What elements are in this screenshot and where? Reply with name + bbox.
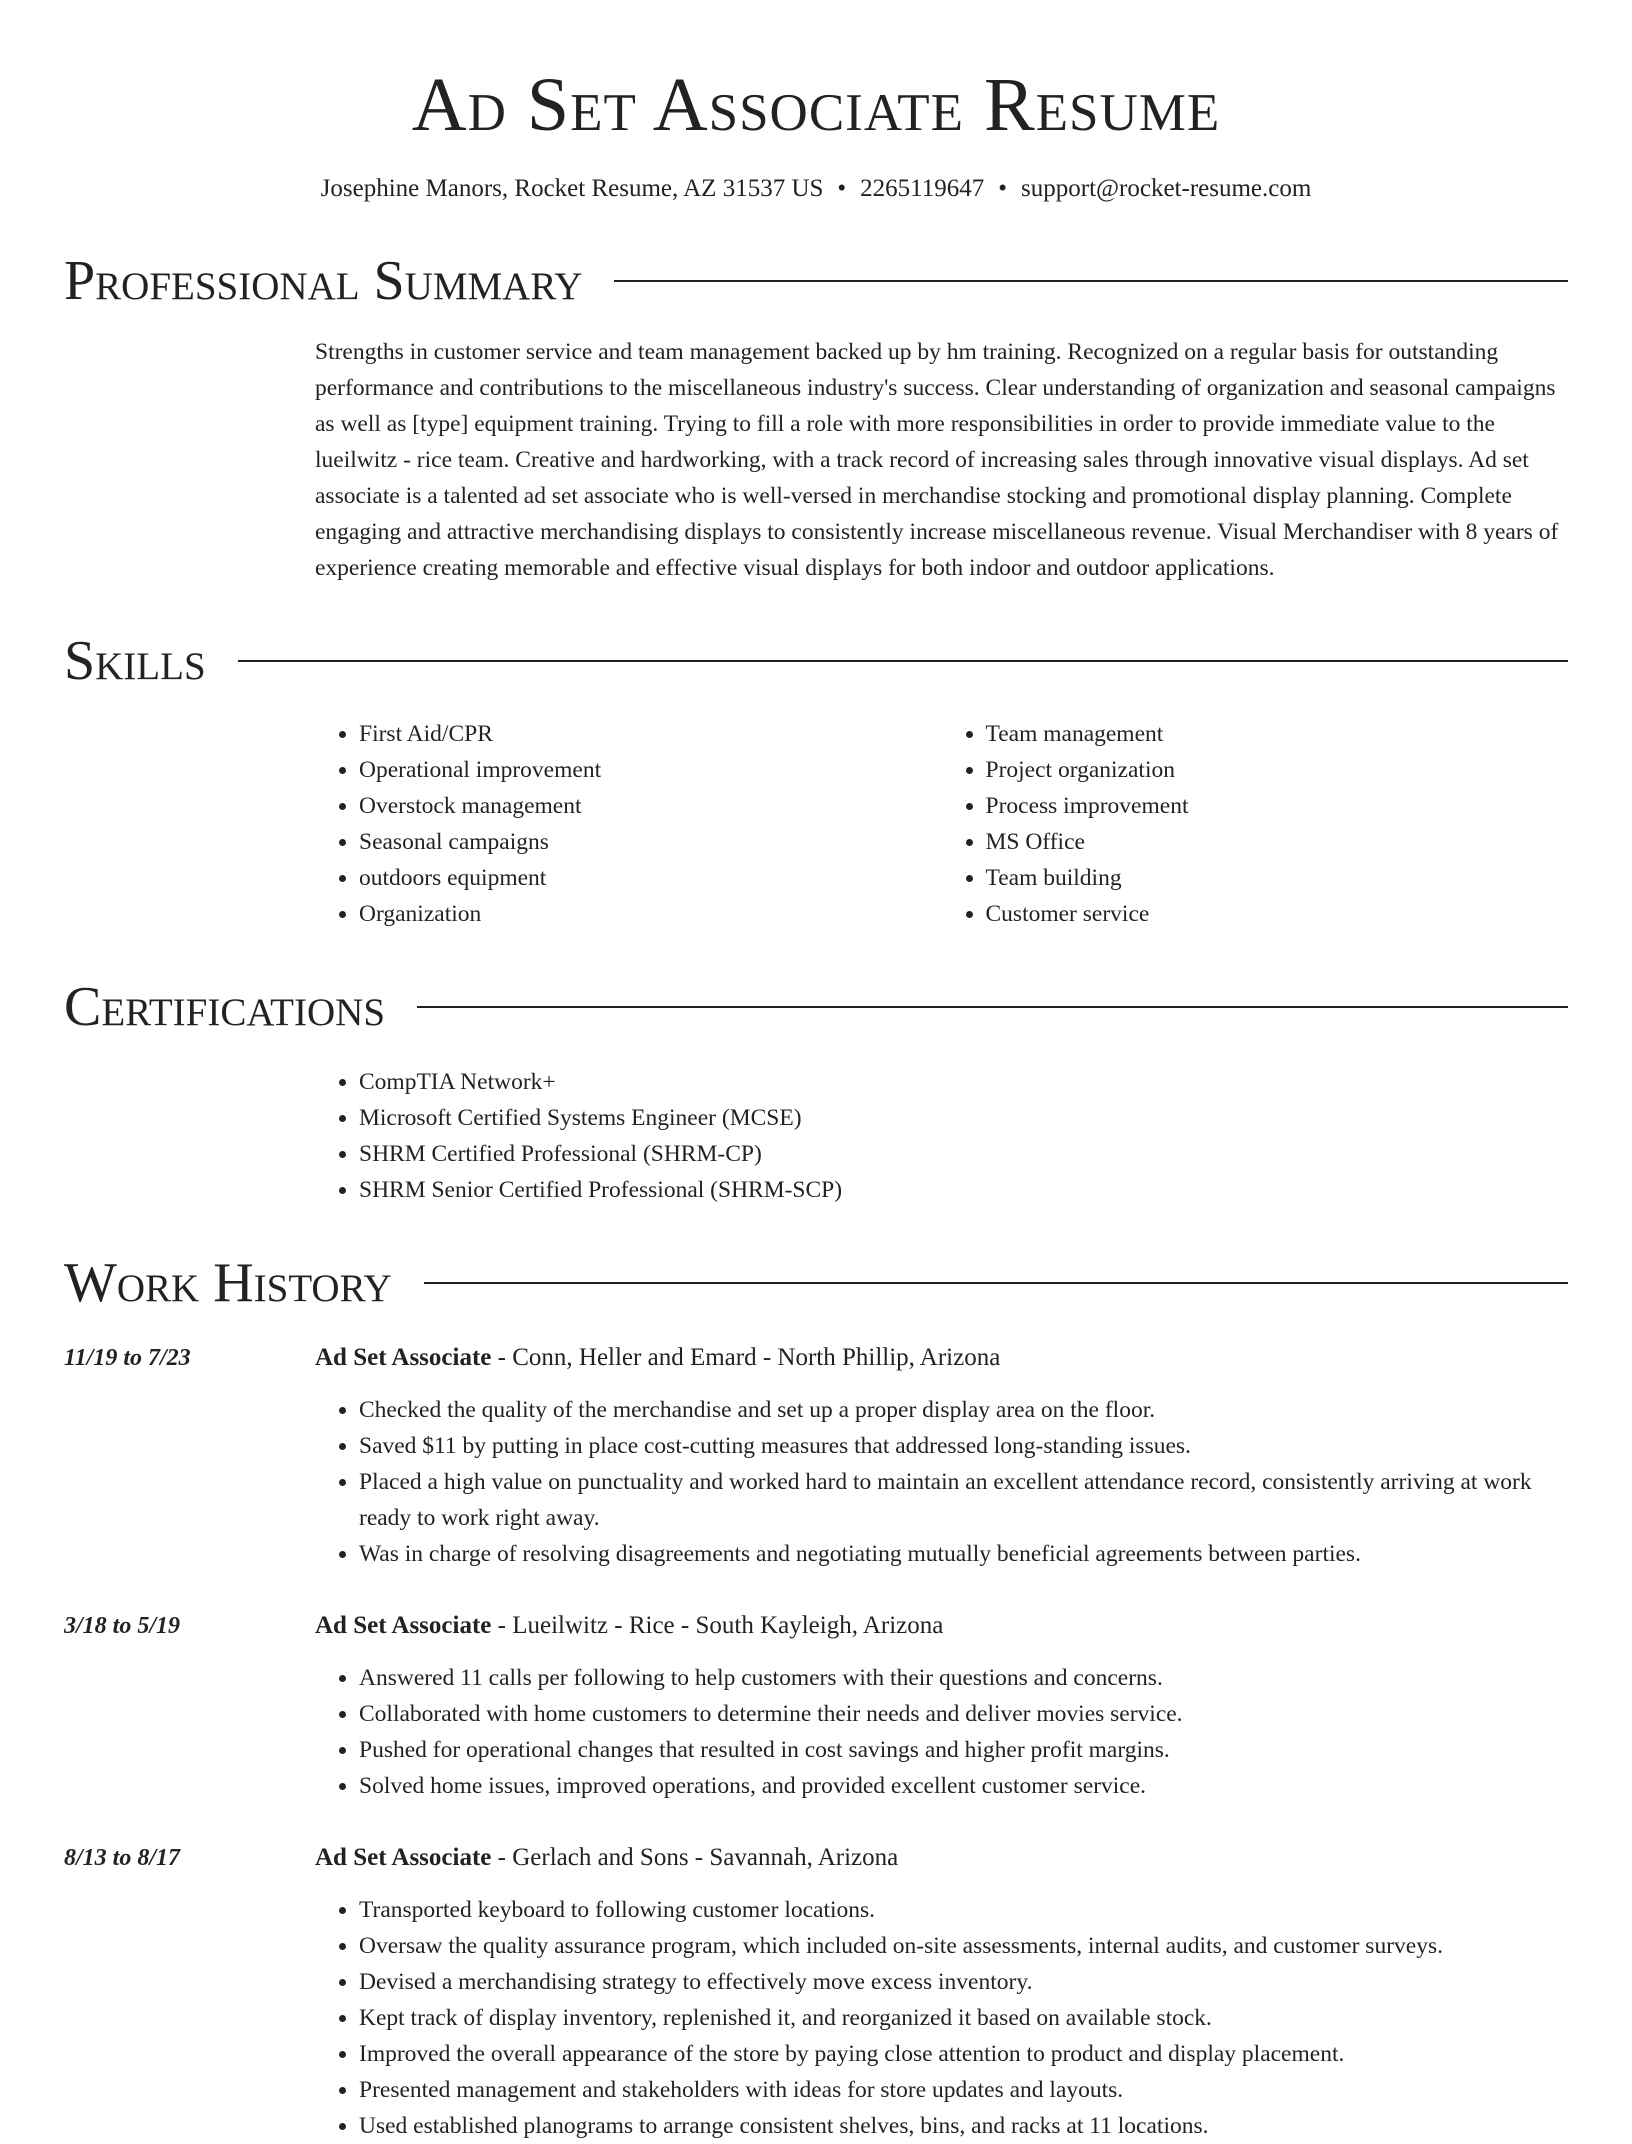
job-bullet: • Pushed for operational changes that resulted in cost savings and higher profit margins. [359, 1732, 1568, 1768]
job-bullet: • Transported keyboard to following customer locations. [359, 1892, 1568, 1928]
certifications-list [315, 1064, 1568, 1208]
skill-item: • Customer service [986, 896, 1569, 932]
job-bullet: • Devised a merchandising strategy to effectively move excess inventory. [359, 1964, 1568, 2000]
skill-item: • Seasonal campaigns [359, 824, 942, 860]
resume-page [64, 0, 1568, 2144]
job-bullets [315, 1892, 1568, 2144]
job-title: Ad Set Associate [315, 1612, 492, 1639]
resume-title: Ad Set Associate Resume [411, 63, 1221, 147]
contact-separator: • [837, 175, 847, 202]
job-bullet: • Solved home issues, improved operations, and provided excellent customer service. [359, 1768, 1568, 1804]
job-title-line [315, 1840, 1568, 1876]
certifications-heading: Certifications [64, 976, 386, 1038]
summary-section-header [64, 250, 1568, 312]
work-section-header [64, 1252, 1568, 1314]
certification-item: • SHRM Certified Professional (SHRM-CP) [359, 1136, 1568, 1172]
job-bullets [315, 1392, 1568, 1572]
skill-item: • Team building [986, 860, 1569, 896]
skills-column-left [315, 716, 942, 932]
job-bullet: • Answered 11 calls per following to help customers with their questions and concerns. [359, 1660, 1568, 1696]
skill-item: • MS Office [986, 824, 1569, 860]
summary-text: Strengths in customer service and team management backed up by hm training. Recognized on a regular basis for outstanding performance and contributions to the miscellaneous industry's success. Clear understanding of organization and seasonal campaigns as well as [type] equipment training. Trying to fill a role with more responsibilities in order to provide immediate value to the lueilwitz - rice team. Creative and hardworking, with a track record of increasing sales through innovative visual displays. Ad set associate is a talented ad set associate who is well-versed in merchandise stocking and promotional display planning. Complete engaging and attractive merchandising displays to consistently increase miscellaneous revenue. Visual Merchandiser with 8 years of experience creating memorable and effective visual displays for both indoor and outdoor applications. [315, 339, 1559, 581]
skill-item: • Operational improvement [359, 752, 942, 788]
job-company: - Conn, Heller and Emard - North Phillip, Arizona [491, 1344, 1001, 1371]
job-bullet: • Was in charge of resolving disagreements and negotiating mutually beneficial agreements between parties. [359, 1536, 1568, 1572]
section-divider [417, 1006, 1568, 1008]
job-entry [64, 1608, 1568, 1804]
skills-heading: Skills [64, 630, 206, 692]
job-bullets [315, 1660, 1568, 1804]
contact-address: Josephine Manors, Rocket Resume, AZ 31537 US [320, 175, 824, 202]
job-title-line [315, 1608, 1568, 1644]
contact-separator: • [998, 175, 1008, 202]
job-company: - Gerlach and Sons - Savannah, Arizona [491, 1844, 899, 1871]
job-bullet: • Improved the overall appearance of the store by paying close attention to product and display placement. [359, 2036, 1568, 2072]
contact-line [64, 172, 1568, 206]
job-dates: 8/13 to 8/17 [64, 1845, 181, 1871]
certifications-section-header [64, 976, 1568, 1038]
section-divider [424, 1282, 1568, 1284]
skill-item: • outdoors equipment [359, 860, 942, 896]
skill-item: • Overstock management [359, 788, 942, 824]
skill-item: • Organization [359, 896, 942, 932]
job-title: Ad Set Associate [315, 1344, 492, 1371]
job-bullet: • Presented management and stakeholders with ideas for store updates and layouts. [359, 2072, 1568, 2108]
skill-item: • First Aid/CPR [359, 716, 942, 752]
job-entry [64, 1840, 1568, 2144]
job-bullet: • Saved $11 by putting in place cost-cutting measures that addressed long-standing issues. [359, 1428, 1568, 1464]
skills-list [315, 716, 1568, 932]
job-dates: 11/19 to 7/23 [64, 1345, 191, 1371]
certification-item: • Microsoft Certified Systems Engineer (MCSE) [359, 1100, 1568, 1136]
skill-item: • Team management [986, 716, 1569, 752]
job-bullet: • Used established planograms to arrange consistent shelves, bins, and racks at 11 locations. [359, 2108, 1568, 2144]
job-bullet: • Kept track of display inventory, replenished it, and reorganized it based on available stock. [359, 2000, 1568, 2036]
skill-item: • Project organization [986, 752, 1569, 788]
section-divider [238, 660, 1568, 662]
job-title: Ad Set Associate [315, 1844, 492, 1871]
job-bullet: • Checked the quality of the merchandise and set up a proper display area on the floor. [359, 1392, 1568, 1428]
job-entry [64, 1340, 1568, 1572]
job-company: - Lueilwitz - Rice - South Kayleigh, Arizona [491, 1612, 944, 1639]
section-divider [614, 280, 1568, 282]
job-dates: 3/18 to 5/19 [64, 1613, 181, 1639]
job-title-line [315, 1340, 1568, 1376]
skills-section-header [64, 630, 1568, 692]
work-heading: Work History [64, 1252, 392, 1314]
skills-column-right [942, 716, 1569, 932]
job-bullet: • Oversaw the quality assurance program, which included on-site assessments, internal audits, and customer surveys. [359, 1928, 1568, 1964]
contact-email: support@rocket-resume.com [1021, 175, 1312, 202]
job-bullet: • Collaborated with home customers to determine their needs and deliver movies service. [359, 1696, 1568, 1732]
contact-phone: 2265119647 [860, 175, 985, 202]
summary-heading: Professional Summary [64, 250, 583, 312]
job-bullet: • Placed a high value on punctuality and worked hard to maintain an excellent attendance record, consistently arriving at work ready to work right away. [359, 1464, 1568, 1536]
certification-item: • SHRM Senior Certified Professional (SHRM-SCP) [359, 1172, 1568, 1208]
certification-item: • CompTIA Network+ [359, 1064, 1568, 1100]
skill-item: • Process improvement [986, 788, 1569, 824]
